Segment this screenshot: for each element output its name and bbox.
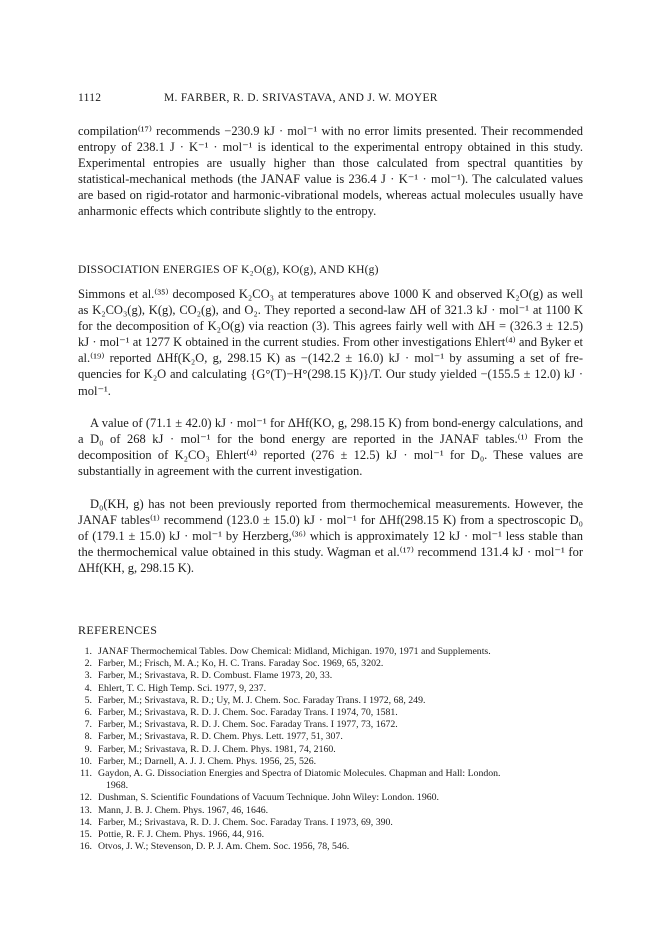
reference-item: 11. Gaydon, A. G. Dissociation Energies and Spectra of Diatomic Molecules. Chapman and Hall: London. 1968. [80, 768, 501, 792]
text-line: obtained in this study. Wagman et al.⁽¹⁷⁾ recommend 131.4 kJ · mol⁻¹ for [212, 545, 584, 560]
text-line: ΔHf(298.15 K) from a spectroscopic D₀ of (179.1 ± 15.0) kJ · mol⁻¹ by Herzberg,⁽³⁶⁾ [78, 513, 584, 544]
text-line: recommended entropy of 238.1 J · K⁻¹ · mol⁻¹ is identical to the experimental [78, 124, 583, 155]
text-line: calculations, and a D₀ of 268 kJ · mol⁻¹ for the bond energy are reported in the [78, 416, 584, 447]
text-line: current studies. From other investigations Ehlert⁽⁴⁾ and Byker et al.⁽¹⁹⁾ reported [78, 335, 583, 366]
reference-item: 6. Farber, M.; Srivastava, R. D. J. Chem. Soc. Faraday Trans. I 1974, 70, 1581. [84, 707, 398, 719]
running-authors: M. FARBER, R. D. SRIVASTAVA, AND J. W. MOYER [164, 92, 438, 104]
paragraph-text [78, 496, 583, 576]
reference-item: 1. JANAF Thermochemical Tables. Dow Chemical: Midland, Michigan. 1970, 1971 and Supplements. [84, 646, 491, 657]
text-line: −(155.5 ± 12.0) kJ · mol⁻¹. [78, 367, 584, 398]
paragraph-text [78, 286, 583, 399]
paragraph-text [78, 123, 583, 220]
paragraph-k2o [78, 286, 583, 399]
text-line: A value of (71.1 ± 42.0) kJ · mol⁻¹ for ΔHf(KO, g, 298.15 K) from bond-energy [90, 416, 496, 430]
reference-item: 7. Farber, M.; Srivastava, R. D. J. Chem. Soc. Faraday Trans. I 1977, 73, 1672. [84, 719, 398, 731]
reference-item: 9. Farber, M.; Srivastava, R. D. J. Chem. Phys. 1981, 74, 2160. [84, 743, 336, 755]
text-line: D₀(KH, g) has not been previously reported from thermochemical measurements. [90, 497, 511, 511]
paragraph-kh [78, 496, 583, 576]
text-line: ΔHf(KH, g, 298.15 K). [78, 561, 195, 576]
running-header [78, 92, 583, 108]
text-line: (276 ± 12.5) kJ · mol⁻¹ for D₀. These values are substantially in agreement with the [78, 448, 583, 479]
text-line: calculated from spectral quantities by statistical-mechanical methods (the JANAF [78, 156, 583, 187]
text-line: K₂O(g) as well as K₂CO₃(g), K(g), CO₂(g), and O₂. They reported a second-law ΔH [78, 287, 584, 318]
text-line: value is 236.4 J · K⁻¹ · mol⁻¹). The calculated values are based on rigid-rotator and [78, 172, 583, 203]
references-heading-block [78, 623, 583, 638]
text-line: current investigation. [256, 464, 363, 479]
text-line: quencies for K₂O and calculating {G°(T)−H°(298.15 K)}/T. Our study yielded [78, 367, 477, 382]
text-line: which is approximately 12 kJ · mol⁻¹ less stable than the thermochemical value [78, 529, 584, 560]
section-heading-block [78, 264, 583, 276]
text-line: effects which contribute slightly to the entropy. [140, 204, 377, 219]
text-line: harmonic-vibrational models, whereas actual molecules usually have anharmonic [78, 188, 584, 219]
reference-item: 8. Farber, M.; Srivastava, R. D. Chem. Phys. Lett. 1977, 51, 307. [84, 731, 343, 743]
paragraph-text [78, 415, 583, 479]
reference-item: 14. Farber, M.; Srivastava, R. D. J. Chem. Soc. Faraday Trans. I 1973, 69, 390. [79, 816, 393, 828]
text-line: JANAF tables.⁽¹⁾ From the decomposition of K₂CO₃ Ehlert⁽⁴⁾ reported [78, 432, 583, 463]
reference-item: 12. Dushman, S. Scientific Foundations of Vacuum Technique. John Wiley: London. 1960. [79, 792, 439, 804]
text-line: of 321.3 kJ · mol⁻¹ at 1100 K for the decomposition of K₂O(g) via reaction (3). This [78, 303, 583, 334]
page-number: 1112 [78, 92, 102, 104]
reference-item: 15. Pottie, R. F. J. Chem. Phys. 1966, 44, 916. [79, 829, 265, 841]
references-heading: REFERENCES [78, 623, 158, 637]
text-line: However, the JANAF tables⁽¹⁾ recommend (123.0 ± 15.0) kJ · mol⁻¹ for [78, 497, 584, 528]
reference-item: 13. Mann, J. B. J. Chem. Phys. 1967, 46, 1646. [79, 804, 269, 816]
reference-item: 10. Farber, M.; Darnell, A. J. J. Chem. Phys. 1956, 25, 526. [79, 755, 317, 767]
text-line: Simmons et al.⁽³⁵⁾ decomposed K₂CO₃ at temperatures above 1000 K and observed [78, 287, 503, 301]
paragraph-entropy [78, 123, 583, 220]
reference-item: 5. Farber, M.; Srivastava, R. D.; Uy, M. J. Chem. Soc. Faraday Trans. I 1972, 68, 249. [84, 694, 426, 706]
section-heading: DISSOCIATION ENERGIES OF K₂O(g), KO(g), AND KH(g) [78, 264, 379, 276]
references-list [78, 646, 583, 853]
reference-item: 2. Farber, M.; Frisch, M. A.; Ko, H. C. Trans. Faraday Soc. 1969, 65, 3202. [84, 658, 384, 670]
reference-item: 16. Otvos, J. W.; Stevenson, D. P. J. Am. Chem. Soc. 1956, 78, 546. [79, 841, 350, 853]
paragraph-ko [78, 415, 583, 479]
reference-item: 3. Farber, M.; Srivastava, R. D. Combust. Flame 1973, 20, 33. [84, 670, 333, 682]
reference-item: 4. Ehlert, T. C. High Temp. Sci. 1977, 9, 237. [84, 682, 267, 694]
text-line: ΔHf(K₂O, g, 298.15 K) as −(142.2 ± 16.0) kJ · mol⁻¹ by assuming a set of fre- [156, 351, 583, 366]
text-line: entropy obtained in this study. Experimental entropies are usually higher than those [78, 140, 583, 171]
text-line: compilation⁽¹⁷⁾ recommends −230.9 kJ · mol⁻¹ with no error limits presented. Their [78, 124, 508, 138]
text-line: agrees fairly well with ΔH = (326.3 ± 12.5) kJ · mol⁻¹ at 1277 K obtained in the [78, 319, 583, 350]
